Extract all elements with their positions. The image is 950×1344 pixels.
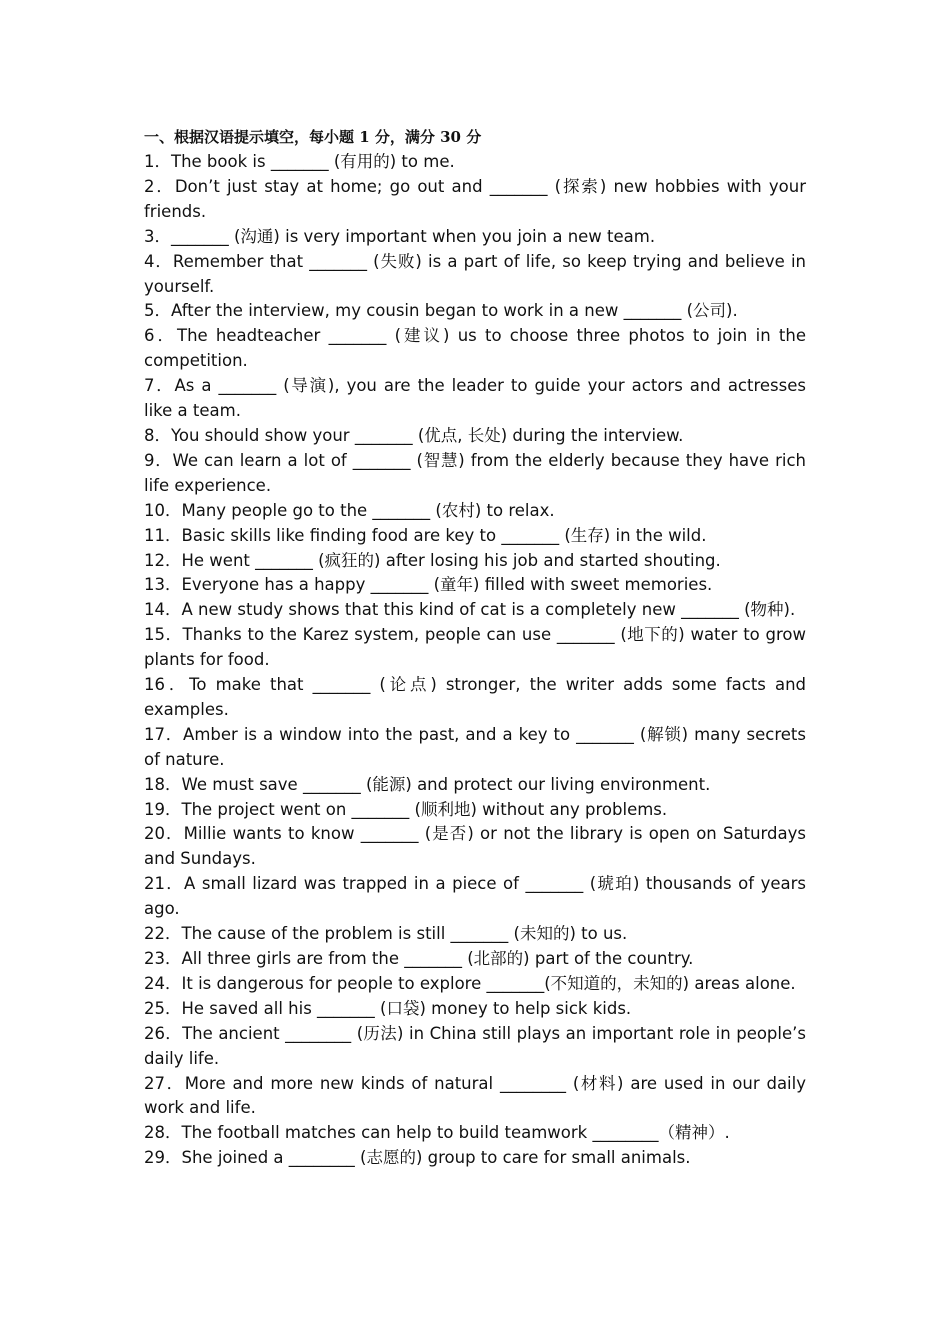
question-26: 26．The ancient ________ (历法) in China still plays an important role in people’s daily life. xyxy=(144,1023,806,1068)
question-16: 16．To make that _______ (论点) stronger, the writer adds some facts and examples. xyxy=(144,675,806,719)
question-19: 19．The project went on _______ (顺利地) without any problems. xyxy=(144,799,668,819)
question-7: 7．As a _______ (导演), you are the leader to guide your actors and actresses like a team. xyxy=(144,376,806,421)
question-8: 8．You should show your _______ (优点, 长处) during the interview. xyxy=(144,425,684,445)
question-6: 6．The headteacher _______ (建议) us to choose three photos to join in the competition. xyxy=(144,326,806,371)
question-22: 22．The cause of the problem is still _______ (未知的) to us. xyxy=(144,924,628,944)
question-5: 5．After the interview, my cousin began to work in a new _______ (公司). xyxy=(144,301,738,321)
question-15: 15．Thanks to the Karez system, people can use _______ (地下的) water to grow plants for food. xyxy=(144,625,806,670)
question-14: 14．A new study shows that this kind of cat is a completely new _______ (物种). xyxy=(144,600,796,620)
section-title: 一、根据汉语提示填空，每小题 1 分，满分 30 分 xyxy=(144,128,482,146)
question-4: 4．Remember that _______ (失败) is a part of life, so keep trying and believe in yourself. xyxy=(144,251,806,296)
question-18: 18．We must save _______ (能源) and protect our living environment. xyxy=(144,774,711,794)
question-24: 24．It is dangerous for people to explore _______(不知道的，未知的) areas alone. xyxy=(144,973,796,993)
worksheet xyxy=(144,125,806,1171)
question-20: 20．Millie wants to know _______ (是否) or not the library is open on Saturdays and Sundays. xyxy=(144,824,806,869)
question-9: 9．We can learn a lot of _______ (智慧) from the elderly because they have rich life experience. xyxy=(144,450,806,495)
question-25: 25．He saved all his _______ (口袋) money to help sick kids. xyxy=(144,998,632,1018)
question-17: 17．Amber is a window into the past, and a key to _______ (解锁) many secrets of nature. xyxy=(144,724,806,769)
question-27: 27．More and more new kinds of natural ________ (材料) are used in our daily work and life. xyxy=(144,1073,806,1118)
question-29: 29．She joined a ________ (志愿的) group to care for small animals. xyxy=(144,1148,691,1168)
question-21: 21．A small lizard was trapped in a piece of _______ (琥珀) thousands of years ago. xyxy=(144,874,806,919)
question-23: 23．All three girls are from the _______ (北部的) part of the country. xyxy=(144,949,694,968)
question-28: 28．The football matches can help to build teamwork ________（精神）. xyxy=(144,1123,730,1143)
question-13: 13．Everyone has a happy _______ (童年) filled with sweet memories. xyxy=(144,575,713,595)
question-10: 10．Many people go to the _______ (农村) to relax. xyxy=(144,500,555,520)
question-11: 11．Basic skills like finding food are key to _______ (生存) in the wild. xyxy=(144,525,707,545)
question-2: 2．Don’t just stay at home; go out and _______ (探索) new hobbies with your friends. xyxy=(144,176,806,221)
question-12: 12．He went _______ (疯狂的) after losing his job and started shouting. xyxy=(144,550,721,570)
question-1: 1．The book is _______ (有用的) to me. xyxy=(144,152,455,171)
question-3: 3．_______ (沟通) is very important when you join a new team. xyxy=(144,226,656,246)
